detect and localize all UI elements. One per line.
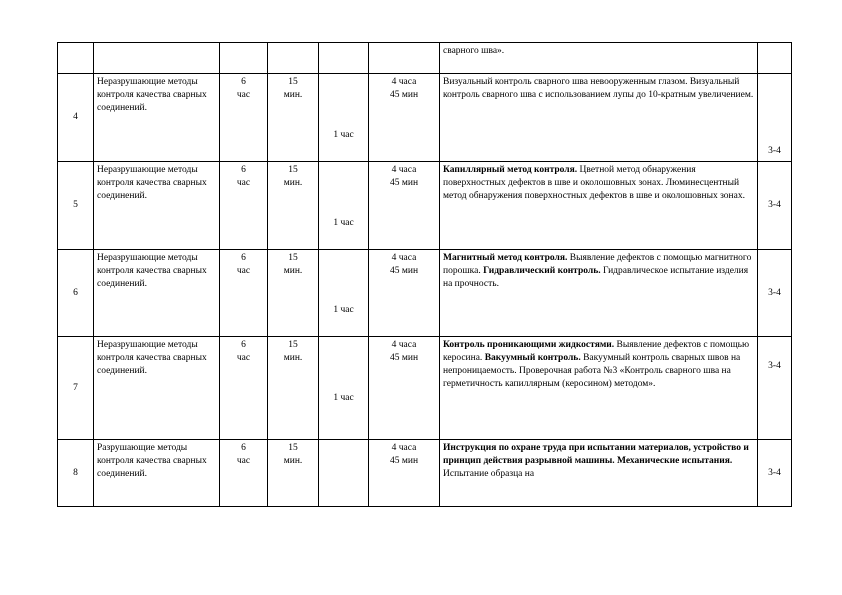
total-time-cell bbox=[369, 74, 440, 162]
hours-unit: час bbox=[236, 178, 251, 188]
hours-unit: час bbox=[236, 266, 251, 276]
lesson-title-cell bbox=[94, 337, 220, 440]
total-minutes: 45 мин bbox=[389, 266, 419, 276]
hours-cell bbox=[220, 162, 268, 250]
minutes-value: 15 bbox=[288, 165, 298, 175]
lesson-number-cell bbox=[58, 162, 94, 250]
hours-cell bbox=[220, 440, 268, 507]
reference-cell bbox=[758, 250, 792, 337]
lesson-title-cell bbox=[94, 440, 220, 507]
hours-unit: час bbox=[236, 353, 251, 363]
minutes-cell bbox=[268, 440, 319, 507]
total-hours: 4 часа bbox=[391, 443, 417, 453]
total-minutes: 45 мин bbox=[389, 456, 419, 466]
lesson-number-cell bbox=[58, 74, 94, 162]
total-time-cell bbox=[369, 440, 440, 507]
table-row bbox=[58, 337, 792, 440]
reference-cell bbox=[758, 43, 792, 74]
table-row bbox=[58, 162, 792, 250]
lesson-title-cell bbox=[94, 74, 220, 162]
lesson-title-cell bbox=[94, 43, 220, 74]
content-segment: Гидравлический контроль. bbox=[483, 266, 601, 276]
content-segment: Капиллярный метод контроля. bbox=[443, 165, 578, 175]
minutes-unit: мин. bbox=[283, 353, 303, 363]
minutes-cell bbox=[268, 337, 319, 440]
content-segment: Выявление дефектов с помощью магнитного порошка. bbox=[443, 253, 752, 276]
lesson-number: 8 bbox=[73, 467, 78, 478]
total-hours: 4 часа bbox=[391, 253, 417, 263]
content-segment: Магнитный метод контроля. bbox=[443, 253, 568, 263]
content-segment: Вакуумный контроль сварных швов на непроницаемость. Проверочная работа №3 «Контроль сварного шва на герметичность капиллярным (керосином) методом». bbox=[443, 353, 741, 389]
extra-time-cell bbox=[319, 337, 369, 440]
total-minutes: 45 мин bbox=[389, 178, 419, 188]
lesson-number-cell bbox=[58, 250, 94, 337]
hours-cell bbox=[220, 337, 268, 440]
extra-time-cell bbox=[319, 250, 369, 337]
table-row bbox=[58, 250, 792, 337]
schedule-table bbox=[57, 42, 792, 507]
extra-time: 1 час bbox=[333, 217, 354, 228]
extra-time-cell bbox=[319, 162, 369, 250]
total-time-cell bbox=[369, 337, 440, 440]
extra-time: 1 час bbox=[333, 129, 354, 140]
minutes-value: 15 bbox=[288, 77, 298, 87]
content-segment: Испытание образца на bbox=[443, 469, 535, 479]
lesson-content-cell bbox=[440, 250, 758, 337]
reference-value: 3-4 bbox=[768, 287, 781, 298]
hours-value: 6 bbox=[241, 340, 246, 350]
lesson-content-cell bbox=[440, 162, 758, 250]
total-time-cell bbox=[369, 43, 440, 74]
lesson-title-cell bbox=[94, 250, 220, 337]
reference-value: 3-4 bbox=[768, 360, 781, 371]
total-time-cell bbox=[369, 250, 440, 337]
minutes-unit: мин. bbox=[283, 456, 303, 466]
reference-value: 3-4 bbox=[768, 200, 781, 210]
hours-value: 6 bbox=[241, 77, 246, 87]
extra-time-cell bbox=[319, 74, 369, 162]
reference-cell bbox=[758, 162, 792, 250]
extra-time-cell bbox=[319, 43, 369, 74]
reference-cell bbox=[758, 337, 792, 440]
lesson-number-cell bbox=[58, 337, 94, 440]
minutes-unit: мин. bbox=[283, 178, 303, 188]
hours-cell bbox=[220, 43, 268, 74]
content-segment: Цветной метод обнаружения поверхностных дефектов в шве и околошовных зонах. Люминесцентный метод обнаружения поверхностных дефектов в шве и околошовных зонах. bbox=[443, 165, 745, 201]
hours-unit: час bbox=[236, 90, 251, 100]
lesson-title-cell bbox=[94, 162, 220, 250]
total-minutes: 45 мин bbox=[389, 90, 419, 100]
lesson-content-cell bbox=[440, 74, 758, 162]
lesson-title: Разрушающие методы контроля качества сварных соединений. bbox=[97, 443, 207, 479]
lesson-content-cell bbox=[440, 440, 758, 507]
content-segment: Выявление дефектов с помощью керосина. bbox=[443, 340, 750, 363]
content-segment: Вакуумный контроль. bbox=[484, 353, 581, 363]
schedule-body bbox=[58, 43, 792, 507]
table-row bbox=[58, 440, 792, 507]
extra-time: 1 час bbox=[333, 393, 354, 403]
lesson-content-cell bbox=[440, 43, 758, 74]
reference-cell bbox=[758, 440, 792, 507]
minutes-unit: мин. bbox=[283, 90, 303, 100]
lesson-number: 4 bbox=[73, 112, 78, 122]
minutes-cell bbox=[268, 250, 319, 337]
content-segment: Визуальный контроль сварного шва невооруженным глазом. Визуальный контроль сварного шва с использованием лупы до 10-кратным увеличением. bbox=[443, 77, 754, 100]
minutes-cell bbox=[268, 43, 319, 74]
content-segment: Контроль проникающими жидкостями. bbox=[443, 340, 615, 350]
reference-value: 3-4 bbox=[768, 467, 781, 478]
content-segment: сварного шва». bbox=[443, 46, 505, 56]
minutes-cell bbox=[268, 162, 319, 250]
total-hours: 4 часа bbox=[391, 165, 417, 175]
total-hours: 4 часа bbox=[391, 340, 417, 350]
content-segment: Гидравлическое испытание изделия на прочность. bbox=[443, 266, 749, 289]
minutes-value: 15 bbox=[288, 253, 298, 263]
minutes-value: 15 bbox=[288, 340, 298, 350]
reference-cell bbox=[758, 74, 792, 162]
extra-time-cell bbox=[319, 440, 369, 507]
extra-time: 1 час bbox=[333, 305, 354, 315]
lesson-title: Неразрушающие методы контроля качества сварных соединений. bbox=[97, 77, 207, 113]
reference-value: 3-4 bbox=[768, 146, 781, 156]
lesson-number: 7 bbox=[73, 382, 78, 393]
minutes-cell bbox=[268, 74, 319, 162]
minutes-value: 15 bbox=[288, 443, 298, 453]
table-row bbox=[58, 74, 792, 162]
hours-cell bbox=[220, 250, 268, 337]
content-segment: Инструкция по охране труда при испытании материалов, устройство и принцип действия разрывной машины. Механические испытания. bbox=[443, 443, 749, 466]
total-time-cell bbox=[369, 162, 440, 250]
lesson-title: Неразрушающие методы контроля качества сварных соединений. bbox=[97, 253, 207, 289]
lesson-title: Неразрушающие методы контроля качества сварных соединений. bbox=[97, 340, 207, 376]
table-row bbox=[58, 43, 792, 74]
hours-unit: час bbox=[236, 456, 251, 466]
hours-value: 6 bbox=[241, 165, 246, 175]
minutes-unit: мин. bbox=[283, 266, 303, 276]
total-hours: 4 часа bbox=[391, 77, 417, 87]
hours-cell bbox=[220, 74, 268, 162]
lesson-number: 5 bbox=[73, 200, 78, 210]
lesson-title: Неразрушающие методы контроля качества сварных соединений. bbox=[97, 165, 207, 201]
lesson-number-cell bbox=[58, 440, 94, 507]
lesson-number-cell bbox=[58, 43, 94, 74]
hours-value: 6 bbox=[241, 253, 246, 263]
total-minutes: 45 мин bbox=[389, 353, 419, 363]
hours-value: 6 bbox=[241, 443, 246, 453]
lesson-content-cell bbox=[440, 337, 758, 440]
lesson-number: 6 bbox=[73, 287, 78, 298]
